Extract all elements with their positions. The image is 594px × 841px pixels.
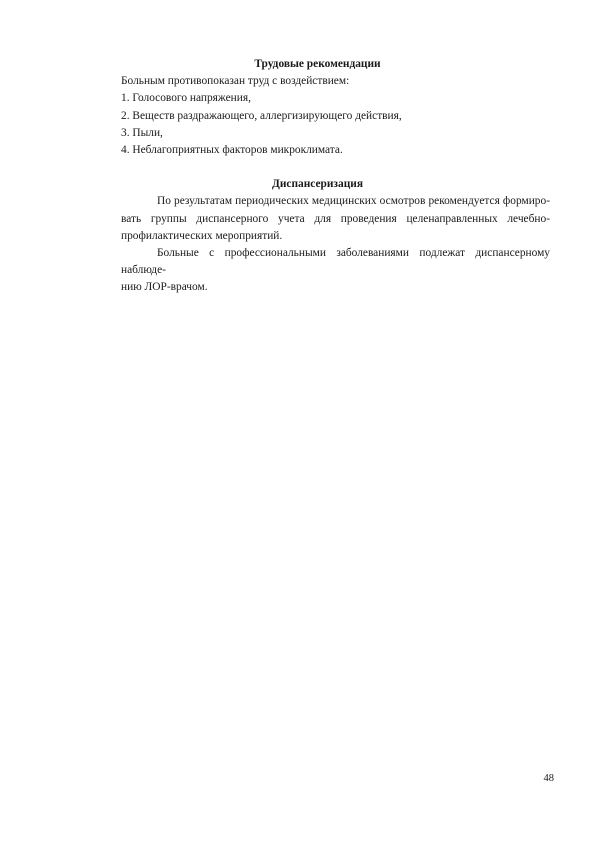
contraindication-item-2: 2. Веществ раздражающего, аллергизирующего действия, (121, 109, 402, 122)
section-title-dispensary: Диспансеризация (272, 178, 363, 191)
paragraph-1-line-1: По результатам периодических медицинских осмотров рекомендуется формиро- (157, 195, 550, 208)
section-spacer (85, 159, 550, 176)
page-number: 48 (543, 773, 554, 784)
contraindication-intro: Больным противопоказан труд с воздействием: (121, 75, 350, 88)
paragraph-1-line-2: вать группы диспансерного учета для проведения целенаправленных лечебно- (121, 212, 550, 225)
contraindication-item-3: 3. Пыли, (121, 126, 163, 139)
dispensary-paragraph-2 (85, 245, 550, 297)
paragraph-2-line-2: нию ЛОР-врачом. (121, 281, 208, 294)
section-title-work-recommendations: Трудовые рекомендации (254, 58, 381, 70)
contraindication-item-1: 1. Голосового напряжения, (121, 92, 251, 105)
paragraph-2-line-1: Больные с профессиональными заболеваниями подлежат диспансерному наблюде- (121, 247, 550, 277)
contraindication-item-4: 4. Неблагоприятных факторов микроклимата. (121, 144, 343, 157)
paragraph-1-line-3: профилактических мероприятий. (121, 229, 283, 242)
page-content (85, 56, 550, 297)
dispensary-paragraph-1 (85, 193, 550, 245)
